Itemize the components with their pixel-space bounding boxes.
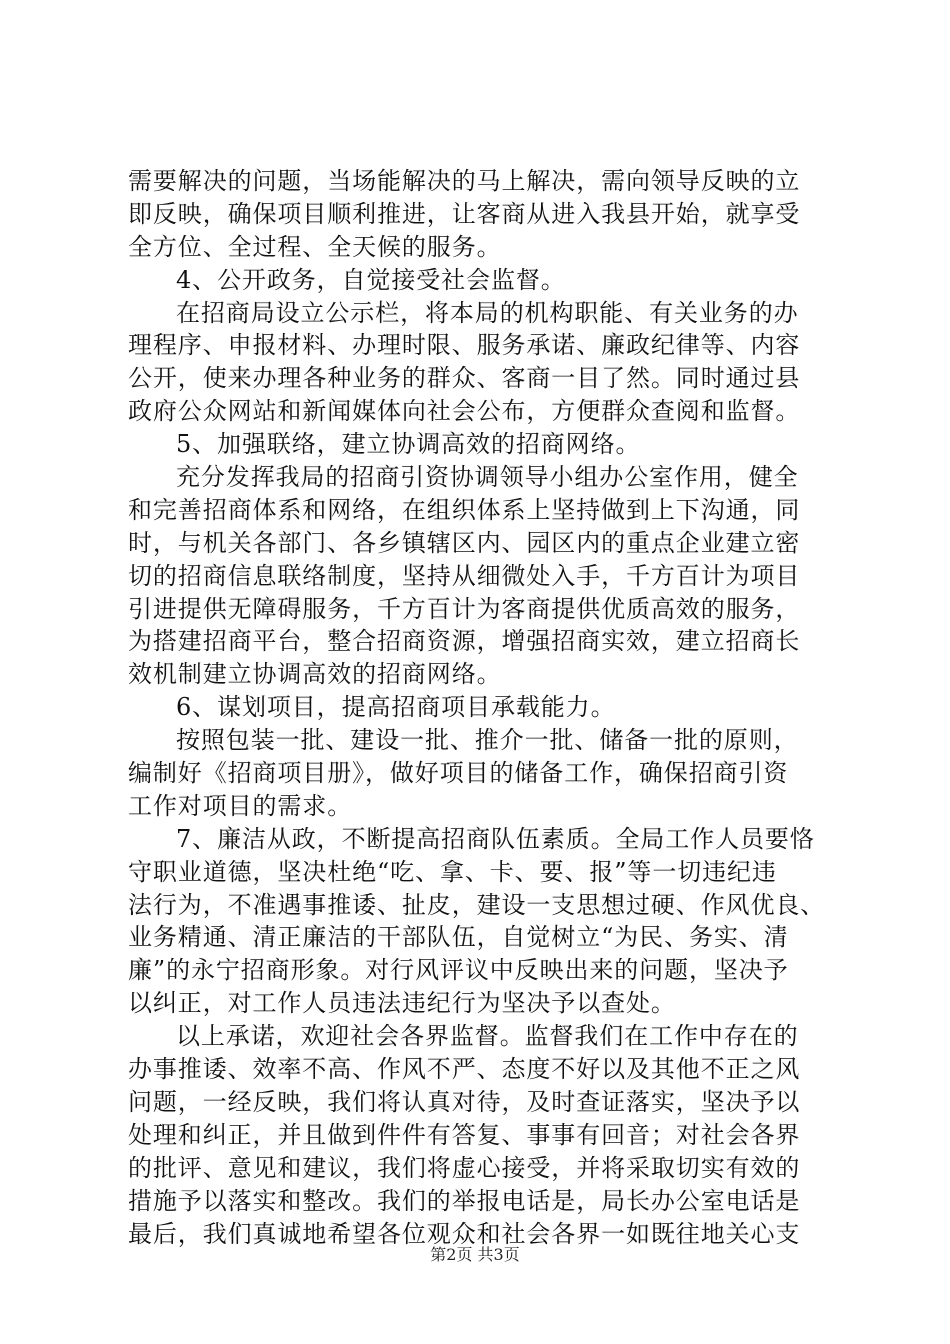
text-line: 引进提供无障碍服务，千方百计为客商提供优质高效的服务， [128,594,801,623]
text-line: 在招商局设立公示栏，将本局的机构职能、有关业务的办 [176,298,799,327]
text-line: 理程序、申报材料、办理时限、服务承诺、廉政纪律等、内容 [128,331,801,360]
text-line: 4、公开政务，自觉接受社会监督。 [176,265,566,294]
text-line: 需要解决的问题，当场能解决的马上解决，需向领导反映的立 [128,167,801,195]
text-line: 为搭建招商平台，整合招商资源，增强招商实效，建立招商长 [128,627,801,656]
text-line: 处理和纠正，并且做到件件有答复、事事有回音；对社会各界 [128,1120,801,1149]
text-line: 公开，使来办理各种业务的群众、客商一目了然。同时通过县 [128,364,801,393]
text-line: 措施予以落实和整改。我们的举报电话是，局长办公室电话是 [128,1186,801,1215]
text-line: 充分发挥我局的招商引资协调领导小组办公室作用，健全 [176,463,799,492]
text-line: 的批评、意见和建议，我们将虚心接受，并将采取切实有效的 [128,1153,801,1182]
text-line: 5、加强联络，建立协调高效的招商网络。 [176,430,641,459]
text-line: 最后，我们真诚地希望各位观众和社会各界一如既往地关心支 [128,1219,801,1248]
text-line: 7、廉洁从政，不断提高招商队伍素质。全局工作人员要恪 [176,824,815,853]
document-body [128,165,828,1250]
text-line: 政府公众网站和新闻媒体向社会公布，方便群众查阅和监督。 [128,397,801,426]
text-line: 效机制建立协调高效的招商网络。 [128,660,502,689]
page-footer: 第2页 共3页 [430,1245,520,1264]
text-line: 守职业道德，坚决杜绝“吃、拿、卡、要、报”等一切违纪违 [128,857,777,886]
text-line: 业务精通、清正廉洁的干部队伍，自觉树立“为民、务实、清 [128,923,789,952]
text-line: 办事推诿、效率不高、作风不严、态度不好以及其他不正之风 [128,1055,801,1084]
text-line: 编制好《招商项目册》，做好项目的储备工作，确保招商引资 [128,759,789,788]
text-line: 法行为，不准遇事推诿、扯皮，建设一支思想过硬、作风优良、 [128,890,826,919]
text-line: 和完善招商体系和网络，在组织体系上坚持做到上下沟通，同 [128,495,801,524]
text-line: 工作对项目的需求。 [128,791,353,820]
text-line: 全方位、全过程、全天候的服务。 [128,232,502,261]
text-line: 按照包装一批、建设一批、推介一批、储备一批的原则， [176,726,799,755]
text-line: 即反映，确保项目顺利推进，让客商从进入我县开始，就享受 [128,199,801,228]
text-line: 6、谋划项目，提高招商项目承载能力。 [176,693,616,722]
text-line: 问题，一经反映，我们将认真对待，及时查证落实，坚决予以 [128,1087,801,1116]
text-line: 时，与机关各部门、各乡镇辖区内、园区内的重点企业建立密 [128,528,801,557]
text-line: 切的招商信息联络制度，坚持从细微处入手，千方百计为项目 [128,561,801,590]
text-line: 以上承诺，欢迎社会各界监督。监督我们在工作中存在的 [176,1022,799,1051]
text-line: 以纠正，对工作人员违法违纪行为坚决予以查处。 [128,989,676,1018]
text-line: 廉”的永宁招商形象。对行风评议中反映出来的问题，坚决予 [128,956,789,985]
